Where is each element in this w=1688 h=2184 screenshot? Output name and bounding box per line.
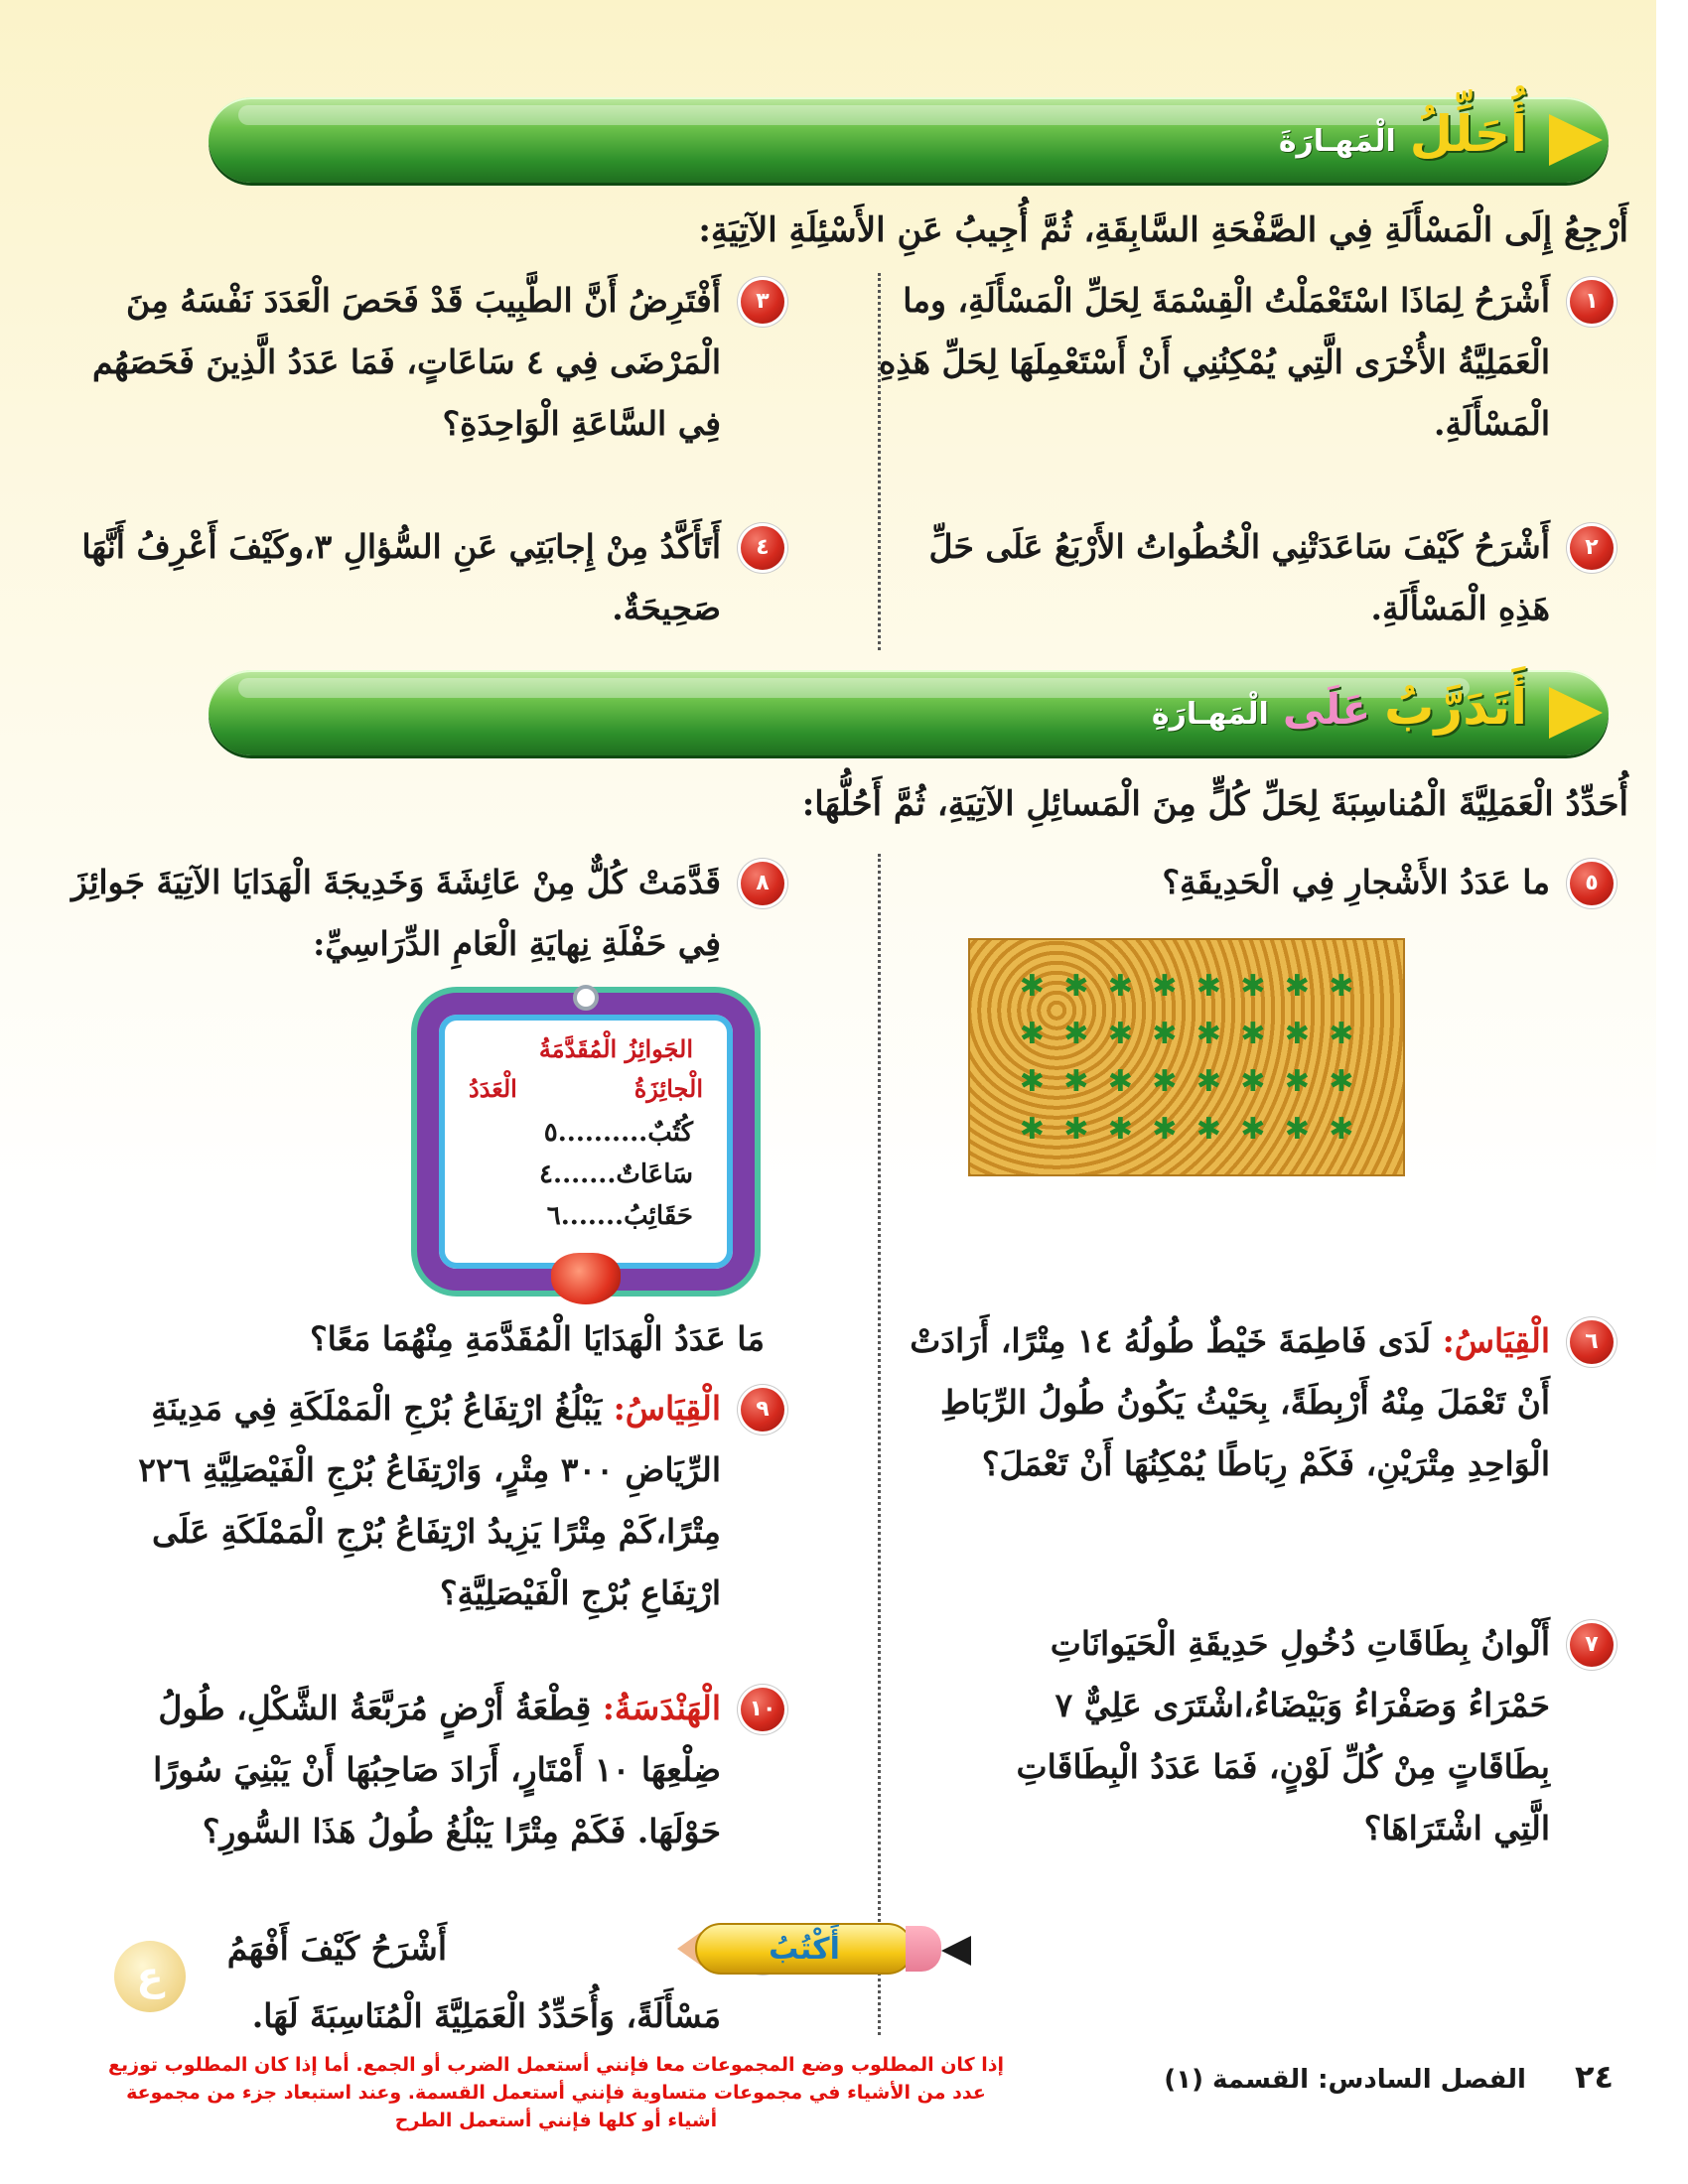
prizes-frame <box>417 993 755 1291</box>
question-text: لَدَى فَاطِمَةَ خَيْطٌ طُولُهُ ١٤ مِتْرًا، أَرَادَتْ أَنْ تَعْمَلَ مِنْهُ أَرْبِطَةً، بِحَيْثُ يَكُونُ طُولُ الرِّبَاطِ الْوَاحِدِ مِتْرَيْنِ، فَكَمْ رِبَاطًا يُمْكِنُهَا أَنْ تَعْمَلَ؟ <box>910 1321 1550 1483</box>
banner-title-sub: الْمَهـارَةِ <box>1151 697 1269 732</box>
prize-row: حَقَائِبُ.......٦ <box>546 1201 693 1231</box>
tree-icon: ✱ <box>1107 968 1133 1004</box>
prizes-col-count: الْعَدَدُ <box>469 1074 517 1103</box>
publisher-logo-icon: ع <box>114 1941 186 2012</box>
question-9 <box>70 1378 784 1624</box>
tree-icon: ✱ <box>1019 1111 1045 1147</box>
footer-chapter <box>1164 2058 1614 2096</box>
banner-title-main: أَتَدَرَّبُ <box>1384 678 1527 736</box>
prizes-title: الجَوائِزُ الْمُقَدَّمَةُ <box>538 1034 693 1063</box>
question-text: قِطْعَةُ أَرْضٍ مُرَبَّعَةُ الشَّكْلِ، طُولُ ضِلْعِهَا ١٠ أَمْتَارٍ، أَرَادَ صَاحِبُهَا أَنْ يَبْنِيَ سُورًا حَوْلَهَا. فَكَمْ مِتْرًا يَبْلُغُ طُولُ هَذَا السُّورِ؟ <box>153 1689 721 1850</box>
question-6 <box>879 1310 1614 1495</box>
question-text: قَدَّمَتْ كُلٌّ مِنْ عَائِشَةَ وَخَدِيجَةَ الْهَدَايَا الآتِيَةَ جَوائِزَ فِي حَفْلَةِ نِهايَةِ الْعَامِ الدِّرَاسِيِّ: <box>71 863 721 963</box>
section1-instruction: أَرْجِعُ إِلَى الْمَسْأَلَةِ فِي الصَّفْحَةِ السَّابِقَةِ، ثُمَّ أُجِيبُ عَنِ الأَسْئِلَةِ الآتِيَةِ: <box>698 210 1628 250</box>
question-8 <box>70 852 784 975</box>
question-text: ما عَدَدُ الأَشْجارِ فِي الْحَدِيقَةِ؟ <box>1162 863 1550 901</box>
question-number-badge: ٩ <box>741 1388 784 1432</box>
question-text: أَشْرَحُ لِمَاذَا اسْتَعْمَلْتُ الْقِسْمَةَ لِحَلِّ الْمَسْأَلَةِ، وما الْعَمَلِيَّةُ الأُخْرَى الَّتِي يُمْكِنُنِي أَنْ أَسْتَعْمِلَهَا لِحَلِّ هَذِهِ الْمَسْأَلَةِ. <box>879 281 1550 443</box>
tree-icon: ✱ <box>1152 1016 1178 1051</box>
question-text: أَفْتَرِضُ أَنَّ الطَّبِيبَ قَدْ فَحَصَ الْعَدَدَ نَفْسَهُ مِنَ الْمَرْضَى فِي ٤ سَاعَاتٍ، فَمَا عَدَدُ الَّذِينَ فَحَصَهُم فِي السَّاعَةِ الْوَاحِدَةِ؟ <box>92 281 721 443</box>
chapter-title: الفصل السادس: القسمة (١) <box>1164 2065 1526 2095</box>
tree-icon: ✱ <box>1019 1016 1045 1051</box>
question-text: أَشْرَحُ كَيْفَ أَفْهَمُ <box>226 1929 447 1968</box>
question-text: مَسْأَلَةً، وَأُحَدِّدُ الْعَمَلِيَّةَ الْمُنَاسِبَةَ لَهَا. <box>251 1996 721 2035</box>
prizes-rows <box>539 1112 693 1237</box>
question-text: أَتَأَكَّدُ مِنْ إِجابَتِي عَنِ السُّؤالِ ٣،وكَيْفَ أَعْرِفُ أَنَّهَا صَحِيحَةٌ. <box>81 527 721 627</box>
question-number-badge: ٦ <box>1570 1320 1614 1364</box>
question-number-badge: ٨ <box>741 862 784 905</box>
tree-icon: ✱ <box>1152 968 1178 1004</box>
tree-icon: ✱ <box>1196 1016 1221 1051</box>
tree-icon: ✱ <box>1063 1016 1089 1051</box>
banner-title <box>1279 105 1527 163</box>
banner-title-sub: الْمَهـارَةَ <box>1278 124 1396 159</box>
footer-note: إذا كان المطلوب وضع المجموعات معا فإنني أستعمل الضرب أو الجمع. أما إذا كان المطلوب توزيع عدد من الأشياء في مجموعات متساوية فإنني أستعمل القسمة. وعند استبعاد جزء من مجموعة أشياء أو كلها فإنني أستعمل الطرح <box>107 2054 1005 2131</box>
question-text: مَا عَدَدُ الْهَدَايَا الْمُقَدَّمَةِ مِنْهُمَا مَعًا؟ <box>310 1319 765 1358</box>
banner-title <box>1152 678 1527 736</box>
question-number-badge: ٤ <box>741 526 784 570</box>
arrow-left-icon <box>941 1936 971 1966</box>
garden-image <box>968 938 1405 1176</box>
tree-icon: ✱ <box>1329 1063 1354 1099</box>
tree-icon: ✱ <box>1284 968 1310 1004</box>
tree-icon: ✱ <box>1196 1063 1221 1099</box>
page-number: ٢٤ <box>1574 2058 1614 2096</box>
question-text: يَبْلُغُ ارْتِفَاعُ بُرْجِ الْمَمْلَكَةِ فِي مَدِينَةِ الرِّيَاضِ ٣٠٠ مِتْرٍ، وَارْتِفَاعُ بُرْجِ الْفَيْصَلِيَّةِ ٢٢٦ مِتْرًا،كَمْ مِتْرًا يَزِيدُ ارْتِفَاعُ بُرْجِ الْمَمْلَكَةِ عَلَى ارْتِفَاعِ بُرْجِ الْفَيْصَلِيَّةِ؟ <box>138 1389 721 1612</box>
question-3 <box>70 270 784 455</box>
clasp-icon <box>573 985 599 1011</box>
tree-icon: ✱ <box>1107 1111 1133 1147</box>
tree-icon: ✱ <box>1284 1063 1310 1099</box>
pencil-eraser-icon <box>906 1926 941 1972</box>
question-text: أَشْرَحُ كَيْفَ سَاعَدَتْنِي الْخُطُواتُ الأَرْبَعُ عَلَى حَلِّ هَذِهِ الْمَسْأَلَةِ. <box>928 527 1550 627</box>
tree-icon: ✱ <box>1063 1111 1089 1147</box>
question-number-badge: ١٠ <box>741 1688 784 1731</box>
write-badge: أَكْتُبُ <box>695 1923 914 1975</box>
tree-icon: ✱ <box>1329 968 1354 1004</box>
banner-arrow-icon <box>1549 114 1603 166</box>
tree-icon: ✱ <box>1019 1063 1045 1099</box>
section2-instruction: أُحَدِّدُ الْعَمَلِيَّةَ الْمُناسِبَةَ لِحَلِّ كُلٍّ مِنَ الْمَسائِلِ الآتِيَةِ، ثُمَّ أَحُلُّهَا: <box>801 784 1628 824</box>
tree-icon: ✱ <box>1152 1063 1178 1099</box>
tree-icon: ✱ <box>1284 1016 1310 1051</box>
question-8-followup <box>70 1308 784 1370</box>
question-4 <box>70 516 784 639</box>
gem-icon <box>551 1253 621 1304</box>
tree-icon: ✱ <box>1152 1111 1178 1147</box>
tree-icon: ✱ <box>1196 1111 1221 1147</box>
tree-icon: ✱ <box>1240 1111 1266 1147</box>
question-keyword: الْقِيَاسُ: <box>613 1389 721 1428</box>
question-keyword: الْهَنْدَسَةُ: <box>602 1689 721 1727</box>
tree-icon: ✱ <box>1063 1063 1089 1099</box>
prizes-col-prize: الْجائِزَةُ <box>633 1074 703 1103</box>
question-number-badge: ٣ <box>741 280 784 324</box>
question-2 <box>879 516 1614 639</box>
tree-icon: ✱ <box>1329 1111 1354 1147</box>
question-10 <box>70 1678 784 1862</box>
tree-icon: ✱ <box>1107 1063 1133 1099</box>
banner-title-mid: عَلَى <box>1282 685 1371 734</box>
banner-title-main: أُحَلِّلُ <box>1409 105 1527 163</box>
tree-icon: ✱ <box>1329 1016 1354 1051</box>
tree-icon: ✱ <box>1107 1016 1133 1051</box>
question-number-badge: ٢ <box>1570 526 1614 570</box>
question-1 <box>879 270 1614 455</box>
prize-row: كُتُبٌ..........٥ <box>543 1118 693 1148</box>
tree-icon: ✱ <box>1240 968 1266 1004</box>
question-text: أَلْوانُ بِطَاقَاتِ دُخُولِ حَدِيقَةِ الْحَيَوانَاتِ حَمْرَاءُ وَصَفْرَاءُ وَبَيْضَاءُ،اشْتَرَى عَلِيٌّ ٧ بِطَاقَاتٍ مِنْ كُلِّ لَوْنٍ، فَمَا عَدَدُ الْبِطَاقَاتِ الَّتِي اشْتَرَاهَا؟ <box>1016 1624 1550 1847</box>
question-number-badge: ١ <box>1570 280 1614 324</box>
tree-icon: ✱ <box>1063 968 1089 1004</box>
tree-icon: ✱ <box>1019 968 1045 1004</box>
tree-icon: ✱ <box>1196 968 1221 1004</box>
tree-icon: ✱ <box>1240 1063 1266 1099</box>
section-banner-practice <box>209 670 1609 755</box>
prize-row: سَاعَاتٌ.......٤ <box>539 1160 693 1189</box>
prizes-header <box>469 1074 703 1103</box>
question-5 <box>879 852 1614 913</box>
banner-arrow-icon <box>1549 687 1603 739</box>
question-7 <box>958 1613 1614 1859</box>
tree-icon: ✱ <box>1240 1016 1266 1051</box>
question-number-badge: ٥ <box>1570 862 1614 905</box>
section-banner-analyze <box>209 97 1609 183</box>
tree-icon: ✱ <box>1284 1111 1310 1147</box>
question-number-badge: ٧ <box>1570 1623 1614 1667</box>
question-keyword: الْقِيَاسُ: <box>1442 1321 1550 1360</box>
